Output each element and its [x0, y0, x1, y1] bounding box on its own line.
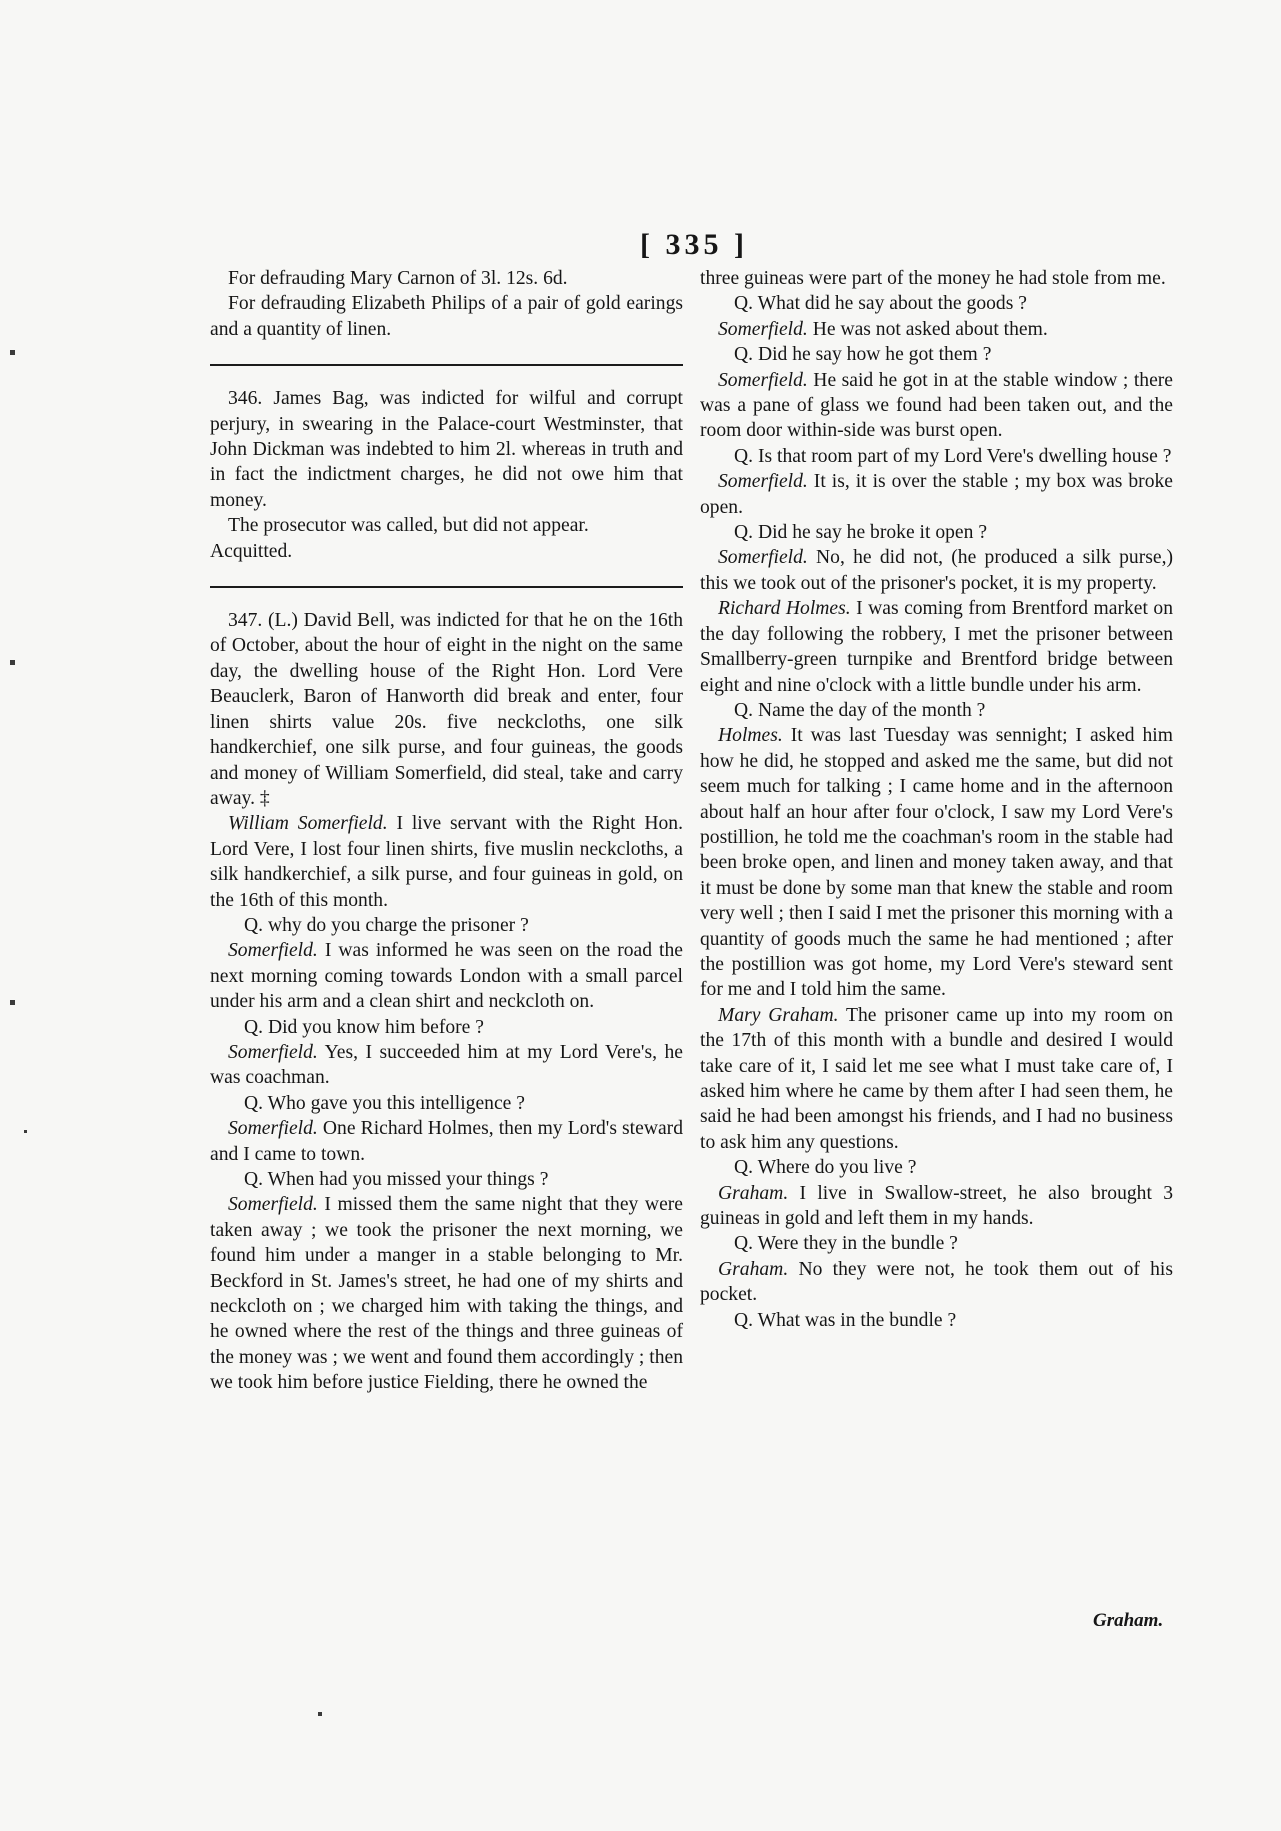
- speaker-name: Somerfield.: [228, 1194, 318, 1216]
- testimony: [700, 723, 1173, 1002]
- paragraph: The prosecutor was called, but did not appear.: [228, 515, 589, 537]
- testimony: [700, 368, 1173, 444]
- catchword: Graham.: [1093, 1610, 1164, 1631]
- testimony-text: It is, it is over the stable ; my box was broke open.: [700, 471, 1173, 518]
- question: Q. What was in the bundle ?: [734, 1309, 957, 1331]
- speaker-name: Holmes.: [718, 725, 783, 747]
- scan-mark: [10, 660, 15, 665]
- speaker-name: Somerfield.: [718, 318, 808, 340]
- speaker-name: Mary Graham.: [718, 1004, 839, 1026]
- testimony-text: It was last Tuesday was sennight; I asked him how he did, he stopped and asked me the same, but did not seem much for talking ; I came home and in the afternoon about half an hour after four o'clock, I saw my Lord Vere's postillion, he told me the coachman's room in the stable had been broke open, and linen and money taken away, and that it must be done by some man that knew the stable and room very well ; then I said I met the prisoner this morning with a quantity of goods much the same he had mentioned ; after the postillion was got home, my Lord Vere's steward sent for me and I told him the same.: [700, 725, 1173, 1001]
- question: Q. why do you charge the prisoner ?: [244, 914, 529, 936]
- question: Q. Where do you live ?: [734, 1157, 917, 1179]
- testimony-text: He was not asked about them.: [807, 318, 1048, 340]
- testimony: [210, 1192, 683, 1395]
- speaker-name: Somerfield.: [718, 369, 808, 391]
- testimony: [210, 811, 683, 913]
- verdict: Acquitted.: [210, 540, 293, 562]
- speaker-name: Somerfield.: [718, 471, 808, 493]
- scan-mark: [24, 1130, 27, 1133]
- speaker-name: Somerfield.: [228, 1118, 318, 1140]
- testimony-text: I live servant with the Right Hon. Lord Vere, I lost four linen shirts, five muslin neckcloths, a silk handkerchief, a silk purse, and four guineas in gold, on the 16th of this month.: [210, 813, 683, 911]
- paragraph: 346. James Bag, was indicted for wilful and corrupt perjury, in swearing in the Palace-court Westminster, that John Dickman was indebted to him 2l. whereas in truth and in fact the indictment charges, he did not owe him that money.: [210, 388, 683, 511]
- speaker-name: Somerfield.: [228, 940, 318, 962]
- testimony: [700, 545, 1173, 596]
- question: Q. Name the day of the month ?: [734, 699, 986, 721]
- case-347-continued: [700, 266, 1173, 1333]
- testimony-text: One Richard Holmes, then my Lord's steward and I came to town.: [210, 1118, 683, 1165]
- testimony: [210, 938, 683, 1014]
- testimony-text: I missed them the same night that they were taken away ; we took the prisoner the next morning, we found him under a manger in a stable belonging to Mr. Beckford in St. James's street, he had one of my shirts and neckcloth on ; we charged him with taking the things, and he owned where the rest of the things and three guineas of the money was ; we went and found them accordingly ; then we took him before justice Fielding, there he owned the: [210, 1194, 683, 1394]
- speaker-name: William Somerfield.: [228, 813, 388, 835]
- testimony: [700, 1257, 1173, 1308]
- testimony-text: No, he did not, (he produced a silk purse,) this we took out of the prisoner's pocket, it is my property.: [700, 547, 1173, 594]
- question: Q. Were they in the bundle ?: [734, 1233, 958, 1255]
- speaker-name: Graham.: [718, 1182, 789, 1204]
- testimony-text: No they were not, he took them out of his pocket.: [700, 1258, 1173, 1306]
- section-divider: [210, 364, 683, 366]
- testimony-text: He said he got in at the stable window ; there was a pane of glass we found had been taken out, and the room door within-side was burst open.: [700, 369, 1173, 442]
- testimony: [700, 596, 1173, 698]
- testimony: [700, 1181, 1173, 1232]
- testimony: [700, 266, 1173, 291]
- speaker-name: Somerfield.: [718, 547, 808, 569]
- testimony: [700, 1003, 1173, 1155]
- testimony: [700, 469, 1173, 520]
- paragraph: For defrauding Elizabeth Philips of a pair of gold earings and a quantity of linen.: [210, 293, 683, 340]
- question: Q. Did he say he broke it open ?: [734, 522, 988, 544]
- paragraph: For defrauding Mary Carnon of 3l. 12s. 6d.: [228, 268, 568, 289]
- left-column: [210, 266, 683, 1396]
- testimony-text: I was coming from Brentford market on the day following the robbery, I met the prisoner between Smallberry-green turnpike and Brentford bridge between eight and nine o'clock with a little bundle under his arm.: [700, 598, 1173, 696]
- scan-mark: [10, 1000, 15, 1005]
- testimony: [700, 317, 1173, 342]
- section-divider: [210, 586, 683, 588]
- testimony: [210, 1040, 683, 1091]
- question: Q. Is that room part of my Lord Vere's dwelling house ?: [734, 445, 1172, 467]
- testimony-text: I was informed he was seen on the road the next morning coming towards London with a small parcel under his arm and a clean shirt and neckcloth on.: [210, 940, 683, 1013]
- right-column: [700, 266, 1173, 1333]
- question: Q. Who gave you this intelligence ?: [244, 1092, 525, 1114]
- testimony-text: three guineas were part of the money he had stole from me.: [700, 268, 1166, 289]
- testimony: [210, 1116, 683, 1167]
- scan-mark: [10, 350, 15, 355]
- scan-mark: [318, 1712, 322, 1716]
- testimony-text: I live in Swallow-street, he also brought 3 guineas in gold and left them in my hands.: [700, 1182, 1173, 1230]
- testimony-text: The prisoner came up into my room on the 17th of this month with a bundle and desired I would take care of it, I said let me see what I must take care of, I asked him where he came by them after I had seen them, he said he had been amongst his friends, and I had no business to ask him any questions.: [700, 1004, 1173, 1153]
- question: Q. Did you know him before ?: [244, 1016, 484, 1038]
- testimony: [210, 608, 683, 811]
- question: Q. What did he say about the goods ?: [734, 293, 1027, 315]
- testimony-text: Yes, I succeeded him at my Lord Vere's, he was coachman.: [210, 1041, 683, 1089]
- speaker-name: Graham.: [718, 1258, 789, 1280]
- speaker-name: Richard Holmes.: [718, 598, 851, 620]
- case-347: [210, 608, 683, 1396]
- speaker-name: Somerfield.: [228, 1041, 318, 1063]
- question: Q. Did he say how he got them ?: [734, 344, 992, 366]
- page-number: [ 335 ]: [640, 228, 748, 261]
- testimony-text: 347. (L.) David Bell, was indicted for that he on the 16th of October, about the hour of eight in the night on the same day, the dwelling house of the Right Hon. Lord Vere Beauclerk, Baron of Hanworth did break and enter, four linen shirts value 20s. five neckcloths, one silk handkerchief, one silk purse, and four guineas, the goods and money of William Somerfield, did steal, take and carry away. ‡: [210, 610, 683, 809]
- question: Q. When had you missed your things ?: [244, 1169, 549, 1190]
